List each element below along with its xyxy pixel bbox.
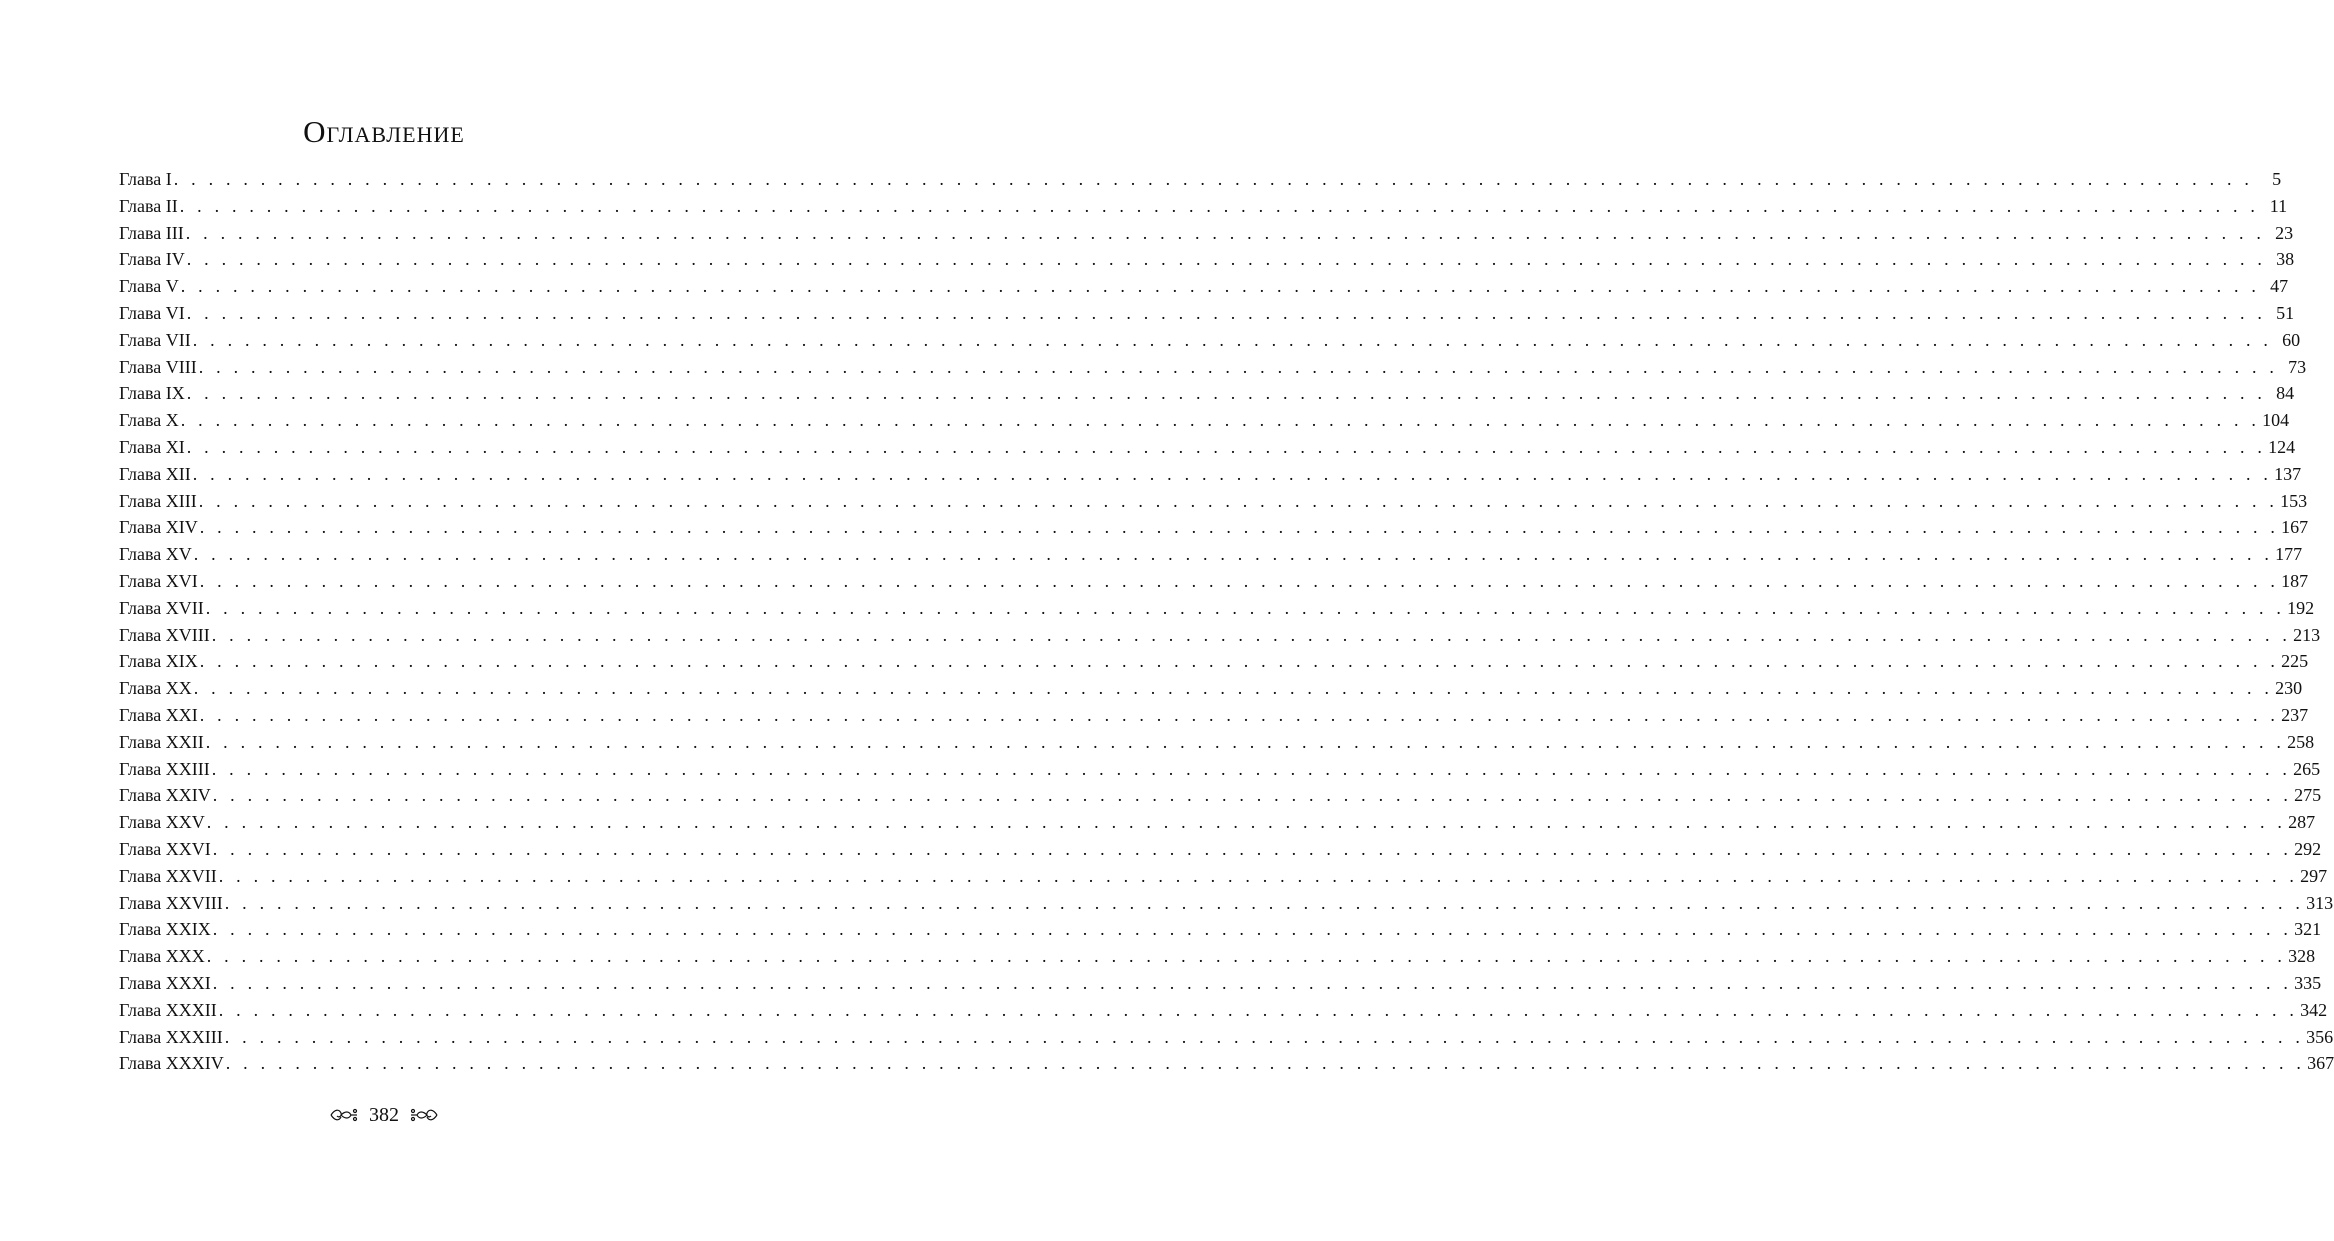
toc-entry-label: Глава XV [119, 544, 192, 565]
toc-entry[interactable] [119, 246, 2295, 273]
toc-entry-label: Глава X [119, 410, 179, 431]
toc-entry-page: 225 [2281, 651, 2309, 672]
toc-entry-page: 292 [2294, 838, 2322, 859]
toc-entry-label: Глава XXV [119, 812, 205, 833]
toc-entry-page: 47 [2270, 276, 2289, 297]
toc-entry-page: 137 [2274, 463, 2302, 484]
toc-entry-label: Глава IV [119, 249, 185, 270]
dot-leader: . . . . . . . . . . . . . . . . . . . . . . . . . . . . . . . . . . . . . . . . . . . . . . . . . . . . . . . . . . . . . . . . . . . . . . . . . . . . . . . . . . . . . . . . . . . . . . . . . . . . . . . . . . . . . . . . . . . . . . . . [198, 356, 2279, 377]
toc-entry[interactable] [119, 380, 2295, 407]
toc-entry[interactable] [119, 220, 2294, 247]
toc-entry-page: 230 [2275, 678, 2303, 699]
toc-entry[interactable] [119, 997, 2328, 1024]
toc-entry-label: Глава XVII [119, 597, 204, 618]
dot-leader: . . . . . . . . . . . . . . . . . . . . . . . . . . . . . . . . . . . . . . . . . . . . . . . . . . . . . . . . . . . . . . . . . . . . . . . . . . . . . . . . . . . . . . . . . . . . . . . . . . . . . . . . . . . . . . . . . . . . . . . . [205, 731, 2286, 752]
toc-entry[interactable] [119, 622, 2321, 649]
toc-entry[interactable] [119, 1024, 2334, 1051]
toc-entry[interactable] [119, 166, 2282, 193]
table-of-contents [119, 166, 2334, 1077]
toc-entry[interactable] [119, 327, 2301, 354]
toc-entry-label: Глава XII [119, 463, 191, 484]
toc-entry-label: Глава XI [119, 436, 185, 457]
dot-leader: . . . . . . . . . . . . . . . . . . . . . . . . . . . . . . . . . . . . . . . . . . . . . . . . . . . . . . . . . . . . . . . . . . . . . . . . . . . . . . . . . . . . . . . . . . . . . . . . . . . . . . . . . . . . . . . . . . . . . . . . [193, 678, 2274, 699]
toc-entry-page: 124 [2268, 436, 2296, 457]
toc-entry[interactable] [119, 782, 2322, 809]
toc-entry-label: Глава XXIX [119, 919, 211, 940]
toc-entry-page: 335 [2294, 972, 2322, 993]
toc-entry-label: Глава I [119, 169, 172, 189]
toc-entry-page: 192 [2287, 597, 2315, 618]
toc-entry-label: Глава XXIII [119, 758, 210, 779]
page-footer [0, 1101, 768, 1129]
dot-leader: . . . . . . . . . . . . . . . . . . . . . . . . . . . . . . . . . . . . . . . . . . . . . . . . . . . . . . . . . . . . . . . . . . . . . . . . . . . . . . . . . . . . . . . . . . . . . . . . . . . . . . . . . . . . . . . . . . . . . . . . [224, 892, 2305, 913]
toc-entry-page: 297 [2300, 865, 2328, 886]
toc-entry[interactable] [119, 729, 2315, 756]
toc-entry-page: 258 [2287, 731, 2315, 752]
toc-entry[interactable] [119, 943, 2316, 970]
toc-entry[interactable] [119, 836, 2322, 863]
toc-entry-label: Глава XXIV [119, 785, 211, 806]
toc-entry[interactable] [119, 488, 2308, 515]
dot-leader: . . . . . . . . . . . . . . . . . . . . . . . . . . . . . . . . . . . . . . . . . . . . . . . . . . . . . . . . . . . . . . . . . . . . . . . . . . . . . . . . . . . . . . . . . . . . . . . . . . . . . . . . . . . . . . . . . . . . . . . . [199, 517, 2280, 538]
toc-entry-page: 51 [2276, 302, 2295, 323]
toc-entry-label: Глава XIII [119, 490, 197, 511]
dot-leader: . . . . . . . . . . . . . . . . . . . . . . . . . . . . . . . . . . . . . . . . . . . . . . . . . . . . . . . . . . . . . . . . . . . . . . . . . . . . . . . . . . . . . . . . . . . . . . . . . . . . . . . . . . . . . . . . . . . . . . . . [173, 169, 2254, 189]
toc-entry-page: 342 [2300, 999, 2328, 1020]
toc-entry-label: Глава VII [119, 329, 191, 350]
dot-leader: . . . . . . . . . . . . . . . . . . . . . . . . . . . . . . . . . . . . . . . . . . . . . . . . . . . . . . . . . . . . . . . . . . . . . . . . . . . . . . . . . . . . . . . . . . . . . . . . . . . . . . . . . . . . . . . . . . . . . . . . [211, 624, 2292, 645]
toc-entry-label: Глава XIV [119, 517, 198, 538]
toc-entry-label: Глава XXXII [119, 999, 217, 1020]
dot-leader: . . . . . . . . . . . . . . . . . . . . . . . . . . . . . . . . . . . . . . . . . . . . . . . . . . . . . . . . . . . . . . . . . . . . . . . . . . . . . . . . . . . . . . . . . . . . . . . . . . . . . . . . . . . . . . . . . . . . . . . . [199, 570, 2280, 591]
dot-leader: . . . . . . . . . . . . . . . . . . . . . . . . . . . . . . . . . . . . . . . . . . . . . . . . . . . . . . . . . . . . . . . . . . . . . . . . . . . . . . . . . . . . . . . . . . . . . . . . . . . . . . . . . . . . . . . . . . . . . . . . [180, 276, 2261, 297]
toc-entry[interactable] [119, 193, 2288, 220]
toc-entry[interactable] [119, 595, 2315, 622]
dot-leader: . . . . . . . . . . . . . . . . . . . . . . . . . . . . . . . . . . . . . . . . . . . . . . . . . . . . . . . . . . . . . . . . . . . . . . . . . . . . . . . . . . . . . . . . . . . . . . . . . . . . . . . . . . . . . . . . . . . . . . . . [185, 222, 2266, 243]
toc-entry-page: 11 [2269, 195, 2288, 216]
toc-entry[interactable] [119, 863, 2328, 890]
toc-entry[interactable] [119, 354, 2307, 381]
dot-leader: . . . . . . . . . . . . . . . . . . . . . . . . . . . . . . . . . . . . . . . . . . . . . . . . . . . . . . . . . . . . . . . . . . . . . . . . . . . . . . . . . . . . . . . . . . . . . . . . . . . . . . . . . . . . . . . . . . . . . . . . [225, 1053, 2306, 1074]
toc-entry[interactable] [119, 514, 2309, 541]
toc-entry-label: Глава V [119, 276, 179, 297]
dot-leader: . . . . . . . . . . . . . . . . . . . . . . . . . . . . . . . . . . . . . . . . . . . . . . . . . . . . . . . . . . . . . . . . . . . . . . . . . . . . . . . . . . . . . . . . . . . . . . . . . . . . . . . . . . . . . . . . . . . . . . . . [206, 812, 2287, 833]
dot-leader: . . . . . . . . . . . . . . . . . . . . . . . . . . . . . . . . . . . . . . . . . . . . . . . . . . . . . . . . . . . . . . . . . . . . . . . . . . . . . . . . . . . . . . . . . . . . . . . . . . . . . . . . . . . . . . . . . . . . . . . . [212, 919, 2293, 940]
toc-entry[interactable] [119, 461, 2302, 488]
toc-entry-page: 104 [2262, 410, 2290, 431]
dot-leader: . . . . . . . . . . . . . . . . . . . . . . . . . . . . . . . . . . . . . . . . . . . . . . . . . . . . . . . . . . . . . . . . . . . . . . . . . . . . . . . . . . . . . . . . . . . . . . . . . . . . . . . . . . . . . . . . . . . . . . . . [218, 999, 2299, 1020]
dot-leader: . . . . . . . . . . . . . . . . . . . . . . . . . . . . . . . . . . . . . . . . . . . . . . . . . . . . . . . . . . . . . . . . . . . . . . . . . . . . . . . . . . . . . . . . . . . . . . . . . . . . . . . . . . . . . . . . . . . . . . . . [199, 651, 2280, 672]
toc-entry-page: 187 [2281, 570, 2309, 591]
toc-entry[interactable] [119, 273, 2289, 300]
toc-entry[interactable] [119, 648, 2309, 675]
toc-entry-page: 287 [2288, 812, 2316, 833]
toc-entry-label: Глава XXVII [119, 865, 217, 886]
toc-entry-page: 321 [2294, 919, 2322, 940]
dot-leader: . . . . . . . . . . . . . . . . . . . . . . . . . . . . . . . . . . . . . . . . . . . . . . . . . . . . . . . . . . . . . . . . . . . . . . . . . . . . . . . . . . . . . . . . . . . . . . . . . . . . . . . . . . . . . . . . . . . . . . . . [211, 758, 2292, 779]
toc-entry[interactable] [119, 916, 2322, 943]
toc-entry-label: Глава XXXIII [119, 1026, 223, 1047]
dot-leader: . . . . . . . . . . . . . . . . . . . . . . . . . . . . . . . . . . . . . . . . . . . . . . . . . . . . . . . . . . . . . . . . . . . . . . . . . . . . . . . . . . . . . . . . . . . . . . . . . . . . . . . . . . . . . . . . . . . . . . . . [192, 329, 2273, 350]
toc-entry[interactable] [119, 756, 2321, 783]
toc-entry-page: 213 [2293, 624, 2321, 645]
toc-entry-label: Глава VIII [119, 356, 197, 377]
toc-entry[interactable] [119, 970, 2322, 997]
toc-entry-label: Глава III [119, 222, 184, 243]
page-number: 382 [369, 1104, 399, 1126]
toc-entry[interactable] [119, 407, 2290, 434]
dot-leader: . . . . . . . . . . . . . . . . . . . . . . . . . . . . . . . . . . . . . . . . . . . . . . . . . . . . . . . . . . . . . . . . . . . . . . . . . . . . . . . . . . . . . . . . . . . . . . . . . . . . . . . . . . . . . . . . . . . . . . . . [192, 463, 2273, 484]
dot-leader: . . . . . . . . . . . . . . . . . . . . . . . . . . . . . . . . . . . . . . . . . . . . . . . . . . . . . . . . . . . . . . . . . . . . . . . . . . . . . . . . . . . . . . . . . . . . . . . . . . . . . . . . . . . . . . . . . . . . . . . . [198, 490, 2279, 511]
dot-leader: . . . . . . . . . . . . . . . . . . . . . . . . . . . . . . . . . . . . . . . . . . . . . . . . . . . . . . . . . . . . . . . . . . . . . . . . . . . . . . . . . . . . . . . . . . . . . . . . . . . . . . . . . . . . . . . . . . . . . . . . [212, 785, 2293, 806]
toc-entry-page: 73 [2288, 356, 2307, 377]
toc-entry-label: Глава II [119, 195, 178, 216]
toc-entry[interactable] [119, 702, 2309, 729]
toc-entry[interactable] [119, 809, 2316, 836]
dot-leader: . . . . . . . . . . . . . . . . . . . . . . . . . . . . . . . . . . . . . . . . . . . . . . . . . . . . . . . . . . . . . . . . . . . . . . . . . . . . . . . . . . . . . . . . . . . . . . . . . . . . . . . . . . . . . . . . . . . . . . . . [212, 972, 2293, 993]
fleuron-ornament-left-icon [329, 1105, 359, 1125]
toc-entry-page: 275 [2294, 785, 2322, 806]
toc-entry-label: Глава VI [119, 302, 185, 323]
toc-entry[interactable] [119, 434, 2296, 461]
dot-leader: . . . . . . . . . . . . . . . . . . . . . . . . . . . . . . . . . . . . . . . . . . . . . . . . . . . . . . . . . . . . . . . . . . . . . . . . . . . . . . . . . . . . . . . . . . . . . . . . . . . . . . . . . . . . . . . . . . . . . . . . [186, 436, 2267, 457]
toc-entry-label: Глава XXVIII [119, 892, 223, 913]
dot-leader: . . . . . . . . . . . . . . . . . . . . . . . . . . . . . . . . . . . . . . . . . . . . . . . . . . . . . . . . . . . . . . . . . . . . . . . . . . . . . . . . . . . . . . . . . . . . . . . . . . . . . . . . . . . . . . . . . . . . . . . . [206, 946, 2287, 967]
dot-leader: . . . . . . . . . . . . . . . . . . . . . . . . . . . . . . . . . . . . . . . . . . . . . . . . . . . . . . . . . . . . . . . . . . . . . . . . . . . . . . . . . . . . . . . . . . . . . . . . . . . . . . . . . . . . . . . . . . . . . . . . [212, 838, 2293, 859]
page-title: Оглавление [303, 114, 465, 149]
toc-entry[interactable] [119, 675, 2303, 702]
toc-entry-page: 356 [2306, 1026, 2334, 1047]
toc-entry-label: Глава XXXIV [119, 1053, 224, 1074]
dot-leader: . . . . . . . . . . . . . . . . . . . . . . . . . . . . . . . . . . . . . . . . . . . . . . . . . . . . . . . . . . . . . . . . . . . . . . . . . . . . . . . . . . . . . . . . . . . . . . . . . . . . . . . . . . . . . . . . . . . . . . . . [218, 865, 2299, 886]
toc-entry-label: Глава XVIII [119, 624, 210, 645]
toc-entry-page: 237 [2281, 704, 2309, 725]
dot-leader: . . . . . . . . . . . . . . . . . . . . . . . . . . . . . . . . . . . . . . . . . . . . . . . . . . . . . . . . . . . . . . . . . . . . . . . . . . . . . . . . . . . . . . . . . . . . . . . . . . . . . . . . . . . . . . . . . . . . . . . . [193, 544, 2274, 565]
toc-entry-page: 313 [2306, 892, 2334, 913]
dot-leader: . . . . . . . . . . . . . . . . . . . . . . . . . . . . . . . . . . . . . . . . . . . . . . . . . . . . . . . . . . . . . . . . . . . . . . . . . . . . . . . . . . . . . . . . . . . . . . . . . . . . . . . . . . . . . . . . . . . . . . . . [186, 249, 2267, 270]
dot-leader: . . . . . . . . . . . . . . . . . . . . . . . . . . . . . . . . . . . . . . . . . . . . . . . . . . . . . . . . . . . . . . . . . . . . . . . . . . . . . . . . . . . . . . . . . . . . . . . . . . . . . . . . . . . . . . . . . . . . . . . . [224, 1026, 2305, 1047]
toc-entry-page: 60 [2282, 329, 2301, 350]
toc-entry-page: 38 [2276, 249, 2295, 270]
toc-entry-page: 5 [2272, 169, 2282, 189]
toc-entry-page: 367 [2307, 1053, 2334, 1074]
toc-entry-page: 84 [2276, 383, 2295, 404]
toc-entry-label: Глава XXVI [119, 838, 211, 859]
toc-entry-page: 177 [2275, 544, 2303, 565]
toc-entry-label: Глава XIX [119, 651, 198, 672]
toc-entry-label: Глава XVI [119, 570, 198, 591]
dot-leader: . . . . . . . . . . . . . . . . . . . . . . . . . . . . . . . . . . . . . . . . . . . . . . . . . . . . . . . . . . . . . . . . . . . . . . . . . . . . . . . . . . . . . . . . . . . . . . . . . . . . . . . . . . . . . . . . . . . . . . . . [199, 704, 2280, 725]
fleuron-ornament-right-icon [409, 1105, 439, 1125]
toc-entry[interactable] [119, 1050, 2334, 1077]
dot-leader: . . . . . . . . . . . . . . . . . . . . . . . . . . . . . . . . . . . . . . . . . . . . . . . . . . . . . . . . . . . . . . . . . . . . . . . . . . . . . . . . . . . . . . . . . . . . . . . . . . . . . . . . . . . . . . . . . . . . . . . . [186, 302, 2267, 323]
toc-entry-label: Глава XX [119, 678, 192, 699]
dot-leader: . . . . . . . . . . . . . . . . . . . . . . . . . . . . . . . . . . . . . . . . . . . . . . . . . . . . . . . . . . . . . . . . . . . . . . . . . . . . . . . . . . . . . . . . . . . . . . . . . . . . . . . . . . . . . . . . . . . . . . . . [205, 597, 2286, 618]
toc-entry[interactable] [119, 890, 2334, 917]
toc-entry[interactable] [119, 568, 2309, 595]
toc-entry-page: 167 [2281, 517, 2309, 538]
dot-leader: . . . . . . . . . . . . . . . . . . . . . . . . . . . . . . . . . . . . . . . . . . . . . . . . . . . . . . . . . . . . . . . . . . . . . . . . . . . . . . . . . . . . . . . . . . . . . . . . . . . . . . . . . . . . . . . . . . . . . . . . [179, 195, 2260, 216]
toc-entry-label: Глава XXX [119, 946, 205, 967]
toc-entry[interactable] [119, 300, 2295, 327]
dot-leader: . . . . . . . . . . . . . . . . . . . . . . . . . . . . . . . . . . . . . . . . . . . . . . . . . . . . . . . . . . . . . . . . . . . . . . . . . . . . . . . . . . . . . . . . . . . . . . . . . . . . . . . . . . . . . . . . . . . . . . . . [186, 383, 2267, 404]
toc-entry[interactable] [119, 541, 2303, 568]
toc-entry-label: Глава XXXI [119, 972, 211, 993]
toc-entry-label: Глава XXII [119, 731, 204, 752]
toc-entry-label: Глава XXI [119, 704, 198, 725]
toc-entry-label: Глава IX [119, 383, 185, 404]
toc-entry-page: 153 [2280, 490, 2308, 511]
dot-leader: . . . . . . . . . . . . . . . . . . . . . . . . . . . . . . . . . . . . . . . . . . . . . . . . . . . . . . . . . . . . . . . . . . . . . . . . . . . . . . . . . . . . . . . . . . . . . . . . . . . . . . . . . . . . . . . . . . . . . . . . [180, 410, 2261, 431]
toc-entry-page: 265 [2293, 758, 2321, 779]
toc-entry-page: 23 [2275, 222, 2294, 243]
toc-entry-page: 328 [2288, 946, 2316, 967]
